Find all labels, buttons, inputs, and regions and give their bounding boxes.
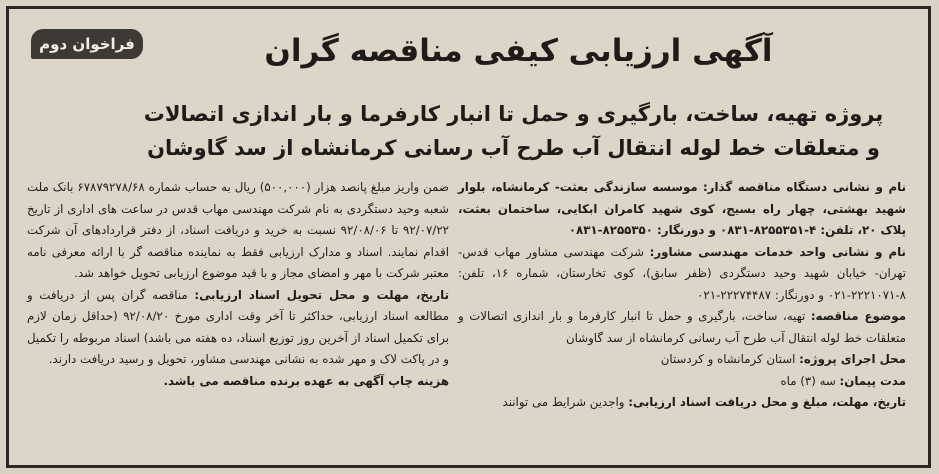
delivery-info [27, 285, 449, 371]
right-column [458, 177, 906, 414]
payment-text: ضمن واریز مبلغ پانصد هزار (۵۰۰,۰۰۰) ریال به حساب شماره ۶۷۸۷۹۲۷۸/۶۸ بانک ملت شعبه وحید دستگردی به نام شرکت مهندسی مهاب قدس در ساعت های اداری از تاریخ ۹۲/۰۷/۲۲ تا ۹۲/۰۸/۰۶ نسبت به خرید و دریافت اسناد، از دفتر قراردادهای آن شرکت اقدام نمایند. اسناد و مدارک ارزیابی فقط به نماینده مناقصه گر با ارائه معرفی نامه معتبر شرکت با مهر و امضای مجاز و با قید موضوع ارزیابی تحویل خواهد شد. [27, 180, 449, 280]
employer-label: نام و نشانی دستگاه مناقصه گذار: [702, 180, 907, 194]
subject-label: موضوع مناقصه: [810, 309, 907, 323]
subject-text: تهیه، ساخت، بارگیری و حمل تا انبار کارفرما و بار اندازی اتصالات و متعلقات خط لوله انتقال آب طرح آب رسانی کرمانشاه از سد گاوشان [458, 309, 906, 345]
receipt-label: تاریخ، مهلت، مبلغ و محل دریافت اسناد ارزیابی: [628, 395, 906, 409]
duration-label: مدت پیمان: [839, 373, 906, 388]
subtitle-line-2: و متعلقات خط لوله انتقال آب طرح آب رسانی کرمانشاه از سد گاوشان [147, 136, 880, 160]
location-label: محل اجرای پروژه: [799, 352, 906, 366]
left-column [27, 177, 449, 392]
cost-note: هزینه چاپ آگهی به عهده برنده مناقصه می باشد. [163, 373, 449, 388]
delivery-text: مناقصه گران پس از دریافت و مطالعه اسناد ارزیابی، حداکثر تا آخر وقت اداری مورخ ۹۲/۰۸/۲۰ (حداقل زمان لازم برای تکمیل اسناد از آخرین روز توزیع اسناد، ده هفته می باشد) اسناد مربوطه را تکمیل و در پاکت لاک و مهر شده به نشانی مهندسی مشاور، تحویل و رسید دریافت دارند. [27, 287, 449, 366]
consultant-label: نام و نشانی واحد خدمات مهندسی مشاور: [649, 244, 906, 259]
receipt-text: واجدین شرایط می توانند [502, 395, 625, 409]
receipt-info [458, 392, 906, 414]
employer-text: موسسه سازندگی بعثت- کرمانشاه، بلوار شهید بهشتی، چهار راه بسیج، کوی شهید کامران ابکایی، ساختمان بعثت، پلاک ۲۰، تلفن: ۴-۸۲۵۵۳۵۱-۰۸۳۱ و دورنگار: ۸۲۵۵۳۵۰-۰۸۳۱ [458, 180, 906, 237]
delivery-label: تاریخ، مهلت و محل تحویل اسناد ارزیابی: [194, 287, 450, 302]
employer-info [458, 177, 906, 242]
project-subtitle [139, 97, 888, 165]
location-info [458, 349, 906, 371]
notice-title: آگهی ارزیابی کیفی مناقصه گران [264, 33, 773, 69]
consultant-info [458, 242, 906, 307]
tender-notice [6, 6, 931, 468]
duration-text: سه (۳) ماه [780, 373, 836, 388]
location-text: استان کرمانشاه و کردستان [660, 352, 796, 366]
subject-info [458, 306, 906, 349]
second-call-badge: فراخوان دوم [31, 29, 143, 59]
duration-info [458, 371, 906, 393]
consultant-text: شرکت مهندسی مشاور مهاب قدس- تهران- خیابان شهید وحید دستگردی (ظفر سابق)، کوی تخارستان، شماره ۱۶، تلفن: ۸-۲۲۲۱۰۷۱-۰۲۱ و دورنگار: ۲۲۲۷۴۴۸۷-۰۲۱ [458, 244, 906, 302]
subtitle-line-1: پروژه تهیه، ساخت، بارگیری و حمل تا انبار کارفرما و بار اندازی اتصالات [143, 102, 884, 126]
